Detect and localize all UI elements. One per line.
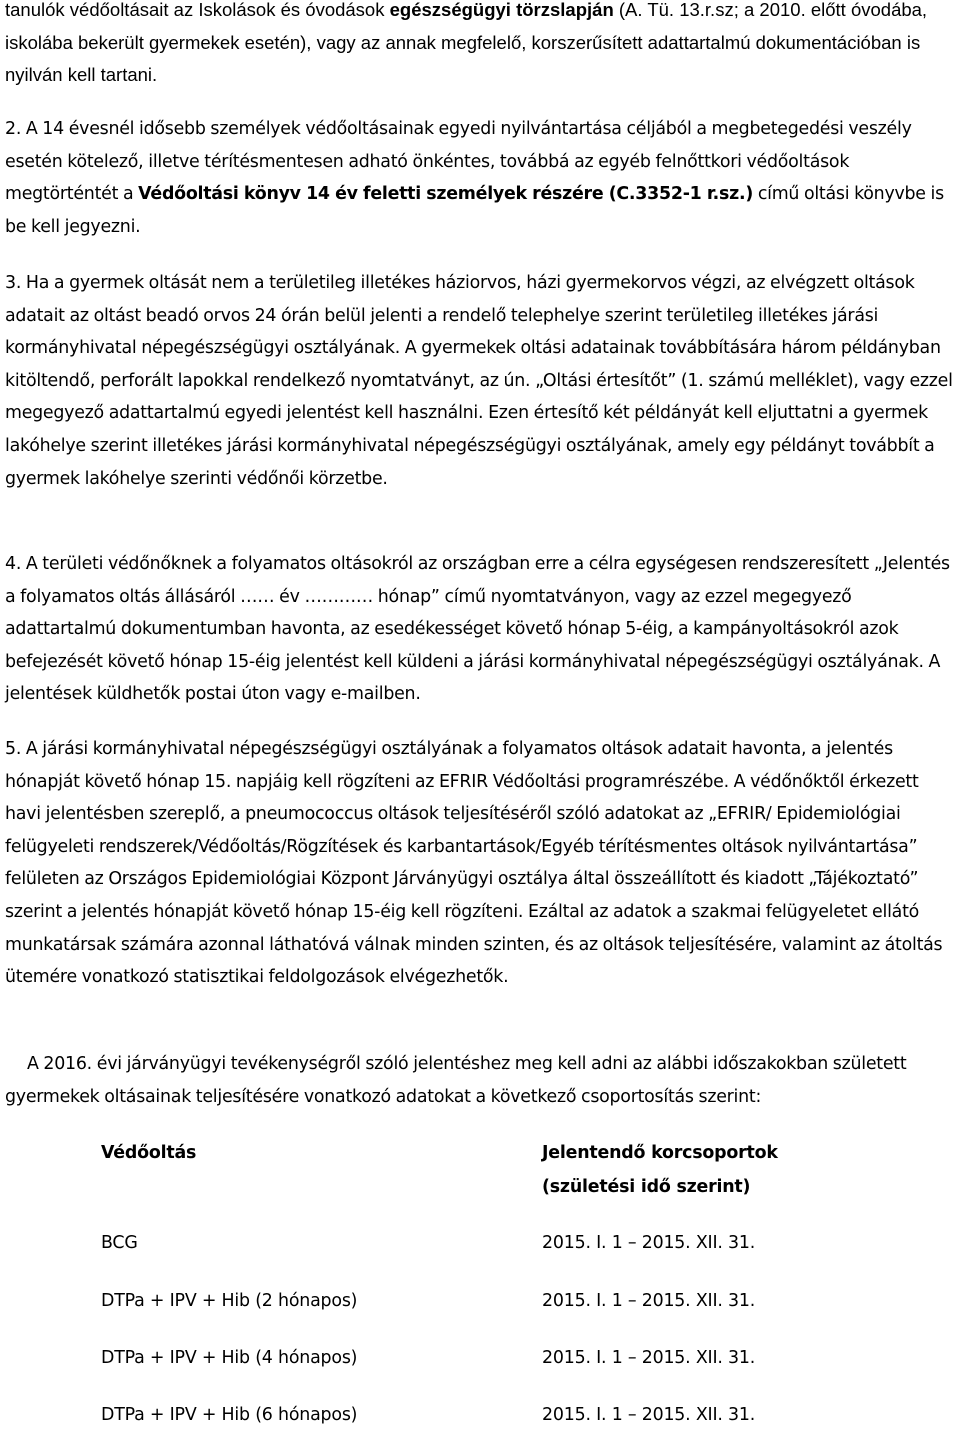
table-row-vaccine: DTPa + IPV + Hib (4 hónapos): [101, 1348, 358, 1368]
p1-text-a: tanulók védőoltásait az Iskolások és óvodások: [5, 0, 390, 20]
paragraph-4: 4. A területi védőnőknek a folyamatos oltásokról az országban erre a célra egységesen rendszeresített „Jelentés a folyamatos oltás állásáról …… év ………… hónap” című nyomtatványon, vagy az ezzel megegyező adattartalmú dokumentumban havonta, az esedékességet követő hónap 5-éig, a kampányoltásokról azok befejezését követő hónap 15-éig jelentést kell küldeni a járási kormányhivatal népegészségügyi osztályának. A jelentések küldhetők postai úton vagy e-mailben.: [5, 554, 950, 705]
table-row-period: 2015. I. 1 – 2015. XII. 31.: [542, 1291, 756, 1311]
p2-text-c: című oltási könyvbe is be kell jegyezni.: [5, 184, 944, 237]
table-row-period: 2015. I. 1 – 2015. XII. 31.: [542, 1405, 756, 1425]
table-header-age-group: Jelentendő korcsoportok: [542, 1143, 778, 1163]
table-header-age-group-sub: (születési idő szerint): [542, 1177, 751, 1197]
p2-text-bold: Védőoltási könyv 14 év feletti személyek részére (C.3352-1 r.sz.): [138, 184, 754, 205]
table-header-vaccine: Védőoltás: [101, 1143, 197, 1163]
p1-text-bold: egészségügyi törzslapján: [389, 0, 614, 20]
table-row-vaccine: BCG: [101, 1233, 138, 1253]
paragraph-6: A 2016. évi járványügyi tevékenységről szóló jelentéshez meg kell adni az alábbi időszakokban született gyermekek oltásainak teljesítésére vonatkozó adatokat a következő csoportosítás szerint:: [5, 1054, 907, 1107]
p2-text-a: 2. A 14 évesnél idősebb személyek védőoltásainak egyedi nyilvántartása céljából a megbetegedési veszély esetén kötelező, illetve térítésmentesen adható önkéntes, továbbá az egyéb felnőttkori védőoltások megtörténtét a: [5, 119, 912, 205]
table-row-period: 2015. I. 1 – 2015. XII. 31.: [542, 1233, 756, 1253]
paragraph-5: 5. A járási kormányhivatal népegészségügyi osztályának a folyamatos oltások adatait havonta, a jelentés hónapját követő hónap 15. napjáig kell rögzíteni az EFRIR Védőoltási programrészébe. A védőnőktől érkezett havi jelentésben szereplő, a pneumococcus oltások teljesítéséről szóló adatokat az „EFRIR/ Epidemiológiai felügyeleti rendszerek/Védőoltás/Rögzítések és karbantartások/Egyéb térítésmentes oltások nyilvántartása” felületen az Országos Epidemiológiai Központ Járványügyi osztálya által összeállított és kiadott „Tájékoztató” szerint a jelentés hónapját követő hónap 15-éig kell rögzíteni. Ezáltal az adatok a szakmai felügyeletet ellátó munkatársak számára azonnal láthatóvá válnak minden szinten, és az oltások teljesítésére, valamint az átoltás ütemére vonatkozó statisztikai feldolgozások elvégezhetők.: [5, 739, 943, 988]
paragraph-3: 3. Ha a gyermek oltását nem a területileg illetékes háziorvos, házi gyermekorvos végzi, az elvégzett oltások adatait az oltást beadó orvos 24 órán belül jelenti a rendelő telephelye szerint területileg illetékes járási kormányhivatal népegészségügyi osztályának. A gyermekek oltási adatainak továbbítására három példányban kitöltendő, perforált lapokkal rendelkező nyomtatványt, az ún. „Oltási értesítőt” (1. számú melléklet), vagy ezzel megegyező adattartalmú egyedi jelentést kell használni. Ezen értesítő két példányát kell eljuttatni a gyermek lakóhelye szerint illetékes járási kormányhivatal népegészségügyi osztályának, amely egy példányt továbbít a gyermek lakóhelye szerinti védőnői körzetbe.: [5, 273, 953, 489]
table-row-vaccine: DTPa + IPV + Hib (2 hónapos): [101, 1291, 358, 1311]
table-row-vaccine: DTPa + IPV + Hib (6 hónapos): [101, 1405, 358, 1425]
table-row-period: 2015. I. 1 – 2015. XII. 31.: [542, 1348, 756, 1368]
p1-text-c: (A. Tü. 13.r.sz; a 2010. előtt óvodába, iskolába bekerült gyermekek esetén), vagy az annak megfelelő, korszerűsített adattartalmú dokumentációban is nyilván kell tartani.: [5, 0, 928, 85]
